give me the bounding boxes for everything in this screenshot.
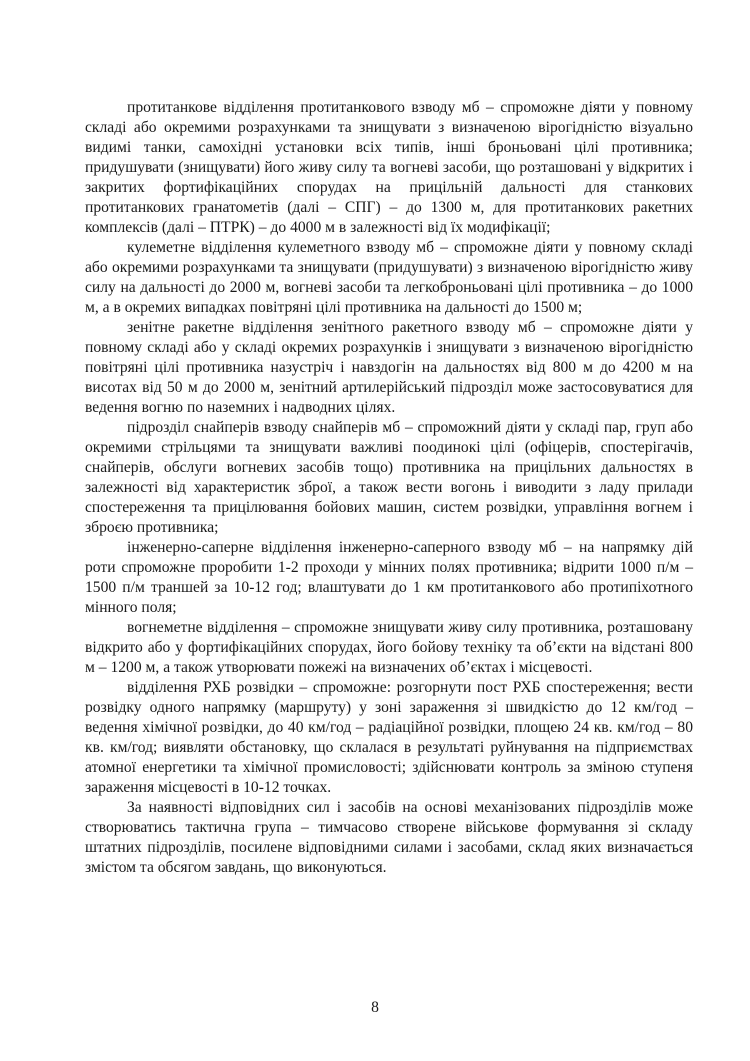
paragraph-antitank-squad: протитанкове відділення протитанкового взводу мб – спроможне діяти у повному складі або окремими розрахунками та знищувати з визначеною вірогідністю візуально видимі танки, самохідні установки всіх типів, інші броньовані цілі противника; придушувати (знищувати) його живу силу та вогневі засоби, що розташовані у відкритих і закритих фортифікаційних спорудах на прицільній дальності для станкових протитанкових гранатометів (далі – СПГ) – до 1300 м, для протитанкових ракетних комплексів (далі – ПТРК) – до 4000 м в залежності від їх модифікації; — [85, 99, 693, 236]
page-number: 8 — [371, 999, 379, 1016]
paragraph-machine-gun-squad: кулеметне відділення кулеметного взводу мб – спроможне діяти у повному складі або окремими розрахунками та знищувати (придушувати) з визначеною вірогідністю живу силу на дальності до 2000 м, вогневі засоби та легкоброньовані цілі противника – до 1000 м, а в окремих випадках повітряні цілі противника на дальності до 1500 м; — [85, 239, 693, 316]
paragraph-engineer-sapper-squad: інженерно-саперне відділення інженерно-саперного взводу мб – на напрямку дій роти спроможне проробити 1-2 проходи у мінних полях противника; відрити 1000 п/м – 1500 п/м траншей за 10-12 год; влаштувати до 1 км протитанкового або протипіхотного мінного поля; — [85, 539, 693, 616]
paragraph-sniper-unit: підрозділ снайперів взводу снайперів мб – спроможний діяти у складі пар, груп або окремими стрільцями та знищувати важливі поодинокі цілі (офіцерів, спостерігачів, снайперів, обслуги вогневих засобів тощо) противника на прицільних дальностях в залежності від характеристик зброї, а також вести вогонь і виводити з ладу прилади спостереження та прицілювання бойових машин, систем розвідки, управління вогнем і зброєю противника; — [85, 419, 693, 536]
document-body — [85, 98, 693, 878]
paragraph-flamethrower-squad: вогнеметне відділення – спроможне знищувати живу силу противника, розташовану відкрито або у фортифікаційних спорудах, його бойову техніку та об’єкти на відстані 800 м – 1200 м, а також утворювати пожежі на визначених об’єктах і місцевості. — [85, 619, 693, 676]
paragraph-tactical-group: За наявності відповідних сил і засобів на основі механізованих підрозділів може створюватись тактична група – тимчасово створене військове формування зі складу штатних підрозділів, посилене відповідними силами і засобами, склад яких визначається змістом та обсягом завдань, що виконуються. — [85, 799, 693, 876]
paragraph-anti-aircraft-missile-squad: зенітне ракетне відділення зенітного ракетного взводу мб – спроможне діяти у повному складі або у складі окремих розрахунків і знищувати з визначеною вірогідністю повітряні цілі противника назустріч і навздогін на дальностях від 800 м до 4200 м на висотах від 50 м до 2000 м, зенітний артилерійський підрозділ може застосовуватися для ведення вогню по наземних і надводних цілях. — [85, 319, 693, 416]
paragraph-cbrn-recon-squad: відділення РХБ розвідки – спроможне: розгорнути пост РХБ спостереження; вести розвідку одного напрямку (маршруту) у зоні зараження зі швидкістю до 12 км/год – ведення хімічної розвідки, до 40 км/год – радіаційної розвідки, площею 24 кв. км/год – 80 кв. км/год; виявляти обстановку, що склалася в результаті руйнування на підприємствах атомної енергетики та хімічної промисловості; здійснювати контроль за зміною ступеня зараження місцевості в 10-12 точках. — [85, 679, 693, 796]
